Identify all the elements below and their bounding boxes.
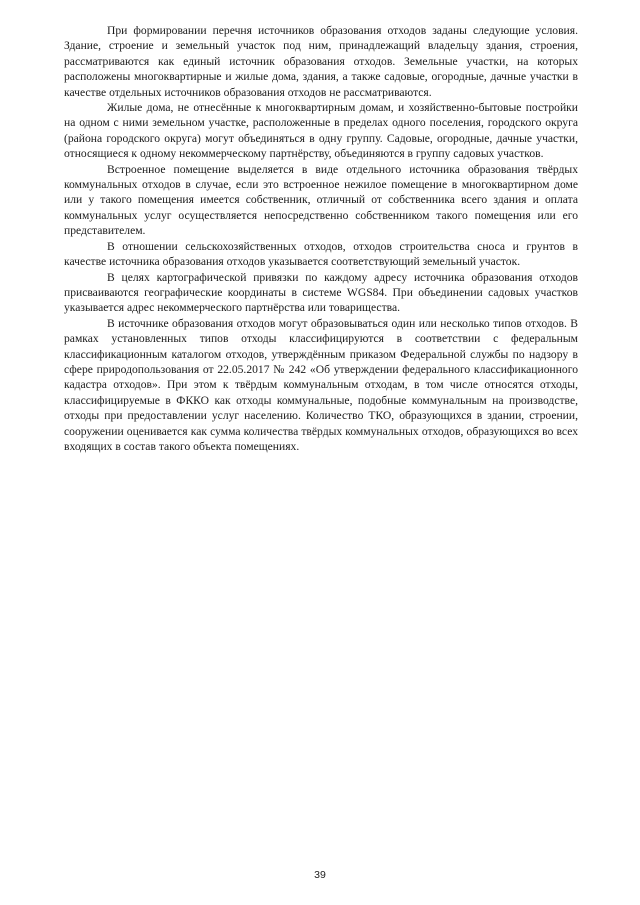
paragraph-geo-coordinates: В целях картографической привязки по каждому адресу источника образования отходов присваиваются географические координаты в системе WGS84. При объединении садовых участков указывается адрес некоммерческого партнёрства или товарищества.	[64, 270, 578, 315]
paragraph-residential-grouping: Жилые дома, не отнесённые к многоквартирным домам, и хозяйственно-бытовые постройки на одном с ними земельном участке, расположенные в пределах одного поселения, городского округа (района городского округа) могут объединяться в одну группу. Садовые, огородные, дачные участки, относящиеся к одному некоммерческому партнёрству, объединяются в группу садовых участков.	[64, 101, 578, 161]
paragraph-built-in-premises: Встроенное помещение выделяется в виде отдельного источника образования твёрдых коммунальных отходов в случае, если это встроенное нежилое помещение в многоквартирном доме или у такого помещения имеется собственник, отличный от собственника всего здания и оплата коммунальных услуг осуществляется непосредственно собственником такого помещения или его представителем.	[64, 162, 578, 238]
paragraph-agricultural-waste: В отношении сельскохозяйственных отходов, отходов строительства сноса и грунтов в качестве источника образования отходов указывается соответствующий земельный участок.	[64, 239, 578, 269]
page-number: 39	[314, 869, 326, 881]
paragraph-waste-types: В источнике образования отходов могут образовываться один или несколько типов отходов. В рамках установленных типов отходы классифицируются в соответствии с федеральным классификационным каталогом отходов, утверждённым приказом Федеральной службы по надзору в сфере природопользования от 22.05.2017 № 242 «Об утверждении федерального классификационного кадастра отходов». При этом к твёрдым коммунальным отходам, в том числе относятся отходы, классифицируемые в ФККО как отходы коммунальные, подобные коммунальным на производстве, отходы при предоставлении услуг населению. Количество ТКО, образующихся в здании, строении, сооружении оценивается как сумма количества твёрдых коммунальных отходов, образующихся во всех входящих в состав такого объекта помещениях.	[64, 316, 578, 453]
paragraph-sources-conditions: При формировании перечня источников образования отходов заданы следующие условия. Здание, строение и земельный участок под ним, принадлежащий владельцу здания, строения, рассматриваются как единый источник образования отходов. Земельные участки, на которых расположены многоквартирные и жилые дома, здания, а также садовые, огородные, дачные участки в качестве отдельных источников образования отходов не рассматриваются.	[64, 24, 578, 99]
body-text	[64, 23, 578, 454]
